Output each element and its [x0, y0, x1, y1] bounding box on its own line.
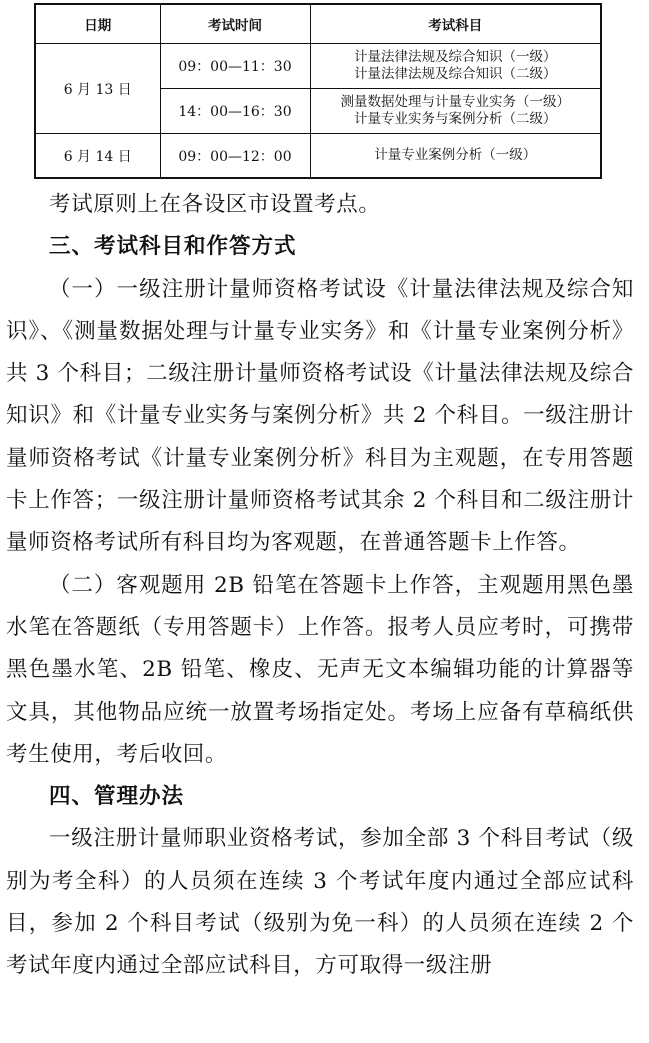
header-time: 考试时间: [160, 4, 310, 44]
document-body: [6, 184, 634, 988]
subject-line: 计量法律法规及综合知识（二级）: [354, 66, 557, 82]
section-heading-3: 三、考试科目和作答方式: [49, 234, 297, 260]
table-row: [35, 134, 601, 179]
subject-cell: [310, 44, 601, 89]
table-header-row: [35, 4, 601, 44]
time-cell: 09：00—11：30: [160, 44, 310, 89]
time-cell: 14：00—16：30: [160, 89, 310, 134]
exam-location-note: 考试原则上在各设区市设置考点。: [49, 192, 381, 217]
date-cell: 6 月 13 日: [35, 44, 160, 134]
time-cell: 09：00—12：00: [160, 134, 310, 179]
paragraph-answering: （二）客观题用 2B 铅笔在答题卡上作答，主观题用黑色墨水笔在答题纸（专用答题卡）上作答。报考人员应考时，可携带黑色墨水笔、2B 铅笔、橡皮、无声无文本编辑功能的计算器等文具，其他物品应统一放置考场指定处。考场上应备有草稿纸供考生使用，考后收回。: [6, 572, 634, 767]
paragraph-management: 一级注册计量师职业资格考试，参加全部 3 个科目考试（级别为考全科）的人员须在连续 3 个考试年度内通过全部应试科目，参加 2 个科目考试（级别为免一科）的人员须在连续 2 个考试年度内通过全部应试科目，方可取得一级注册: [6, 826, 634, 979]
subject-line: 计量法律法规及综合知识（一级）: [354, 49, 557, 65]
paragraph-subjects: （一）一级注册计量师资格考试设《计量法律法规及综合知识》、《测量数据处理与计量专业实务》和《计量专业案例分析》共 3 个科目；二级注册计量师资格考试设《计量法律法规及综合知识》和《计量专业实务与案例分析》共 2 个科目。一级注册计量师资格考试《计量专业案例分析》科目为主观题，在专用答题卡上作答；一级注册计量师资格考试其余 2 个科目和二级注册计量师资格考试所有科目均为客观题，在普通答题卡上作答。: [6, 276, 634, 556]
exam-schedule-table: [34, 3, 602, 179]
subject-line: 测量数据处理与计量专业实务（一级）: [340, 94, 570, 110]
subject-cell: [310, 134, 601, 179]
header-subject: 考试科目: [310, 4, 601, 44]
subject-line: 计量专业实务与案例分析（二级）: [354, 111, 557, 127]
table-row: [35, 44, 601, 89]
header-date: 日期: [35, 4, 160, 44]
date-cell: 6 月 14 日: [35, 134, 160, 179]
section-heading-4: 四、管理办法: [49, 784, 185, 810]
subject-cell: [310, 89, 601, 134]
subject-line: 计量专业案例分析（一级）: [374, 147, 537, 163]
